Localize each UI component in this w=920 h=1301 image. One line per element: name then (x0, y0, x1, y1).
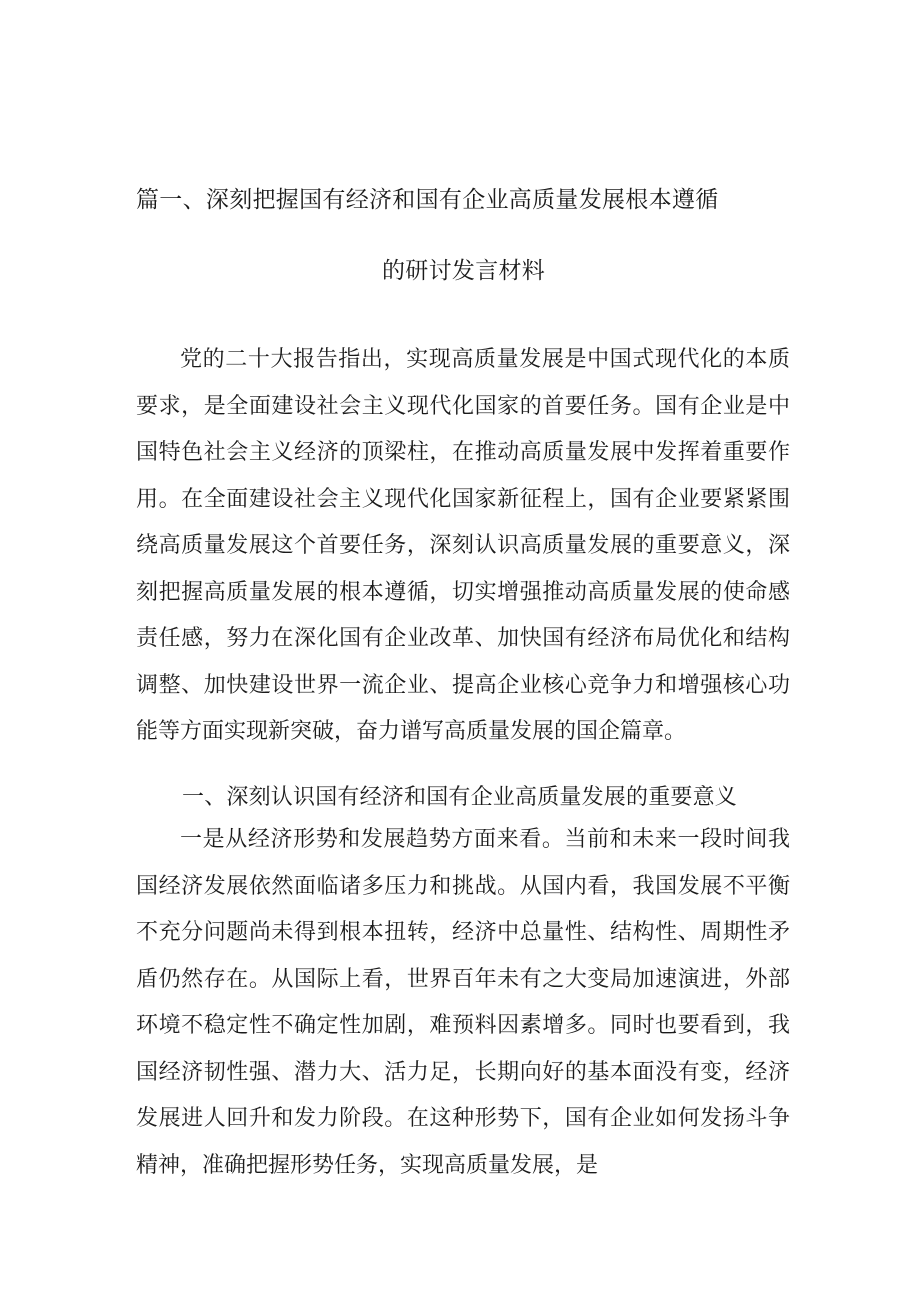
body-paragraph-intro: 党的二十大报告指出，实现高质量发展是中国式现代化的本质要求，是全面建设社会主义现代化国家的首要任务。国有企业是中国特色社会主义经济的顶梁柱，在推动高质量发展中发挥着重要作用。在全面建设社会主义现代化国家新征程上，国有企业要紧紧围绕高质量发展这个首要任务，深刻认识高质量发展的重要意义，深刻把握高质量发展的根本遵循，切实增强推动高质量发展的使命感责任感，努力在深化国有企业改革、加快国有经济布局优化和结构调整、加快建设世界一流企业、提高企业核心竞争力和增强核心功能等方面实现新突破，奋力谱写高质量发展的国企篇章。 (136, 347, 790, 744)
body-paragraph-section-1: 一是从经济形势和发展趋势方面来看。当前和未来一段时间我国经济发展依然面临诸多压力和挑战。从国内看，我国发展不平衡不充分问题尚未得到根本扭转，经济中总量性、结构性、周期性矛盾仍然存在。从国际上看，世界百年未有之大变局加速演进，外部环境不稳定性不确定性加剧，难预料因素增多。同时也要看到，我国经济韧性强、潜力大、活力足，长期向好的基本面没有变，经济发展进人回升和发力阶段。在这种形势下，国有企业如何发扬斗争精神，准确把握形势任务，实现高质量发展，是 (136, 827, 790, 1178)
document-title-line-1: 篇一、深刻把握国有经济和国有企业高质量发展根本遵循 (136, 187, 719, 213)
document-title-line-2: 的研讨发言材料 (382, 258, 546, 284)
section-heading-1: 一、深刻认识国有经济和国有企业高质量发展的重要意义 (182, 785, 738, 810)
